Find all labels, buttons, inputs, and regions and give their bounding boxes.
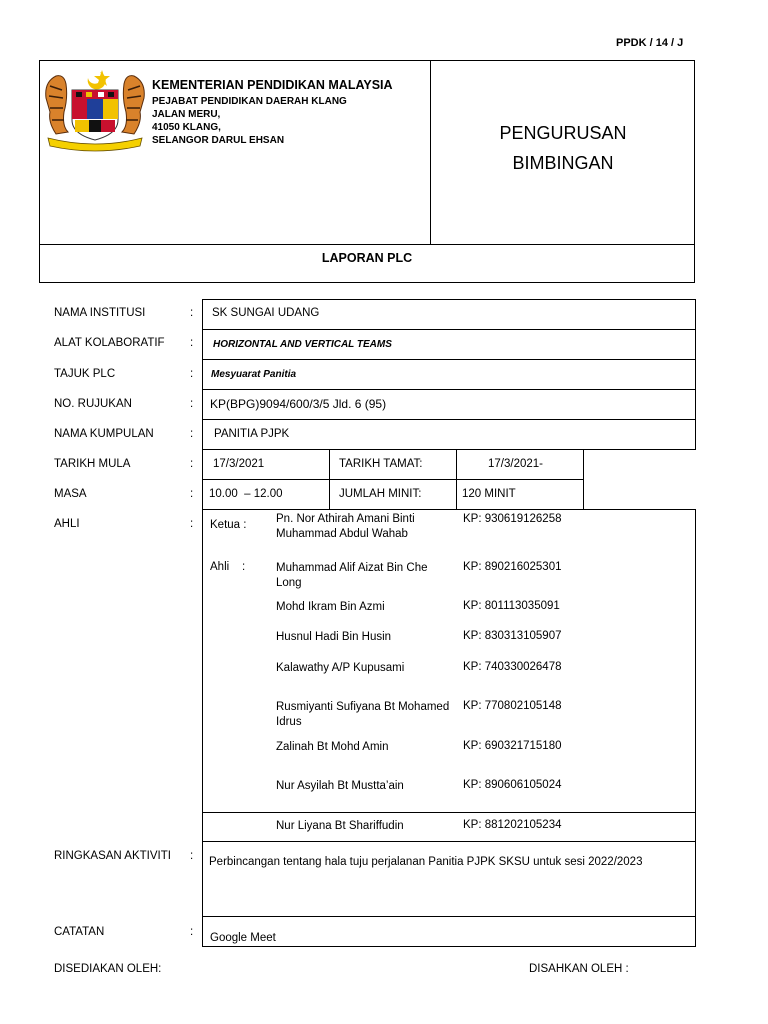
member-kp: KP: 740330026478 — [463, 661, 562, 673]
tajuk-label: TAJUK PLC — [54, 368, 116, 380]
masa-value: 10.00 – 12.00 — [209, 488, 283, 500]
colon: : — [190, 368, 194, 380]
ringkasan-value: Perbincangan tentang hala tuju perjalanan Panitia PJPK SKSU untuk sesi 2022/2023 — [209, 856, 643, 868]
colon: : — [190, 926, 194, 938]
tamat-value: 17/3/2021- — [488, 458, 543, 470]
member-name: Mohd Ikram Bin Azmi — [276, 601, 385, 613]
colon: : — [190, 307, 194, 319]
kumpulan-label: NAMA KUMPULAN — [54, 428, 154, 440]
rujukan-cell — [202, 389, 696, 420]
mula-label: TARIKH MULA — [54, 458, 131, 470]
colon: : — [190, 398, 194, 410]
alat-value: HORIZONTAL AND VERTICAL TEAMS — [213, 339, 392, 350]
member-name: Muhammad Alif Aizat Bin Che Long — [276, 562, 428, 589]
member-name: Nur Liyana Bt Shariffudin — [276, 820, 404, 832]
tamat-label-cell — [329, 449, 457, 480]
address-line-1: PEJABAT PENDIDIKAN DAERAH KLANG — [152, 96, 347, 107]
institusi-cell — [202, 299, 696, 330]
minit-value: 120 MINIT — [462, 488, 516, 500]
tamat-label: TARIKH TAMAT: — [339, 458, 423, 470]
member-name: Rusmiyanti Sufiyana Bt Mohamed Idrus — [276, 701, 450, 728]
header-title — [431, 118, 695, 178]
minit-label-cell — [329, 479, 457, 510]
institusi-value: SK SUNGAI UDANG — [212, 307, 320, 319]
ketua-label: Ketua : — [210, 519, 247, 531]
ahli-label: AHLI — [54, 518, 80, 530]
address-line-4: SELANGOR DARUL EHSAN — [152, 135, 285, 146]
member-kp: KP: 890216025301 — [463, 561, 562, 573]
disahkan-label: DISAHKAN OLEH : — [529, 963, 629, 975]
ahli-members-label: Ahli : — [210, 561, 246, 573]
member-kp: KP: 930619126258 — [463, 513, 562, 525]
minit-label: JUMLAH MINIT: — [339, 488, 422, 500]
disediakan-label: DISEDIAKAN OLEH: — [54, 963, 162, 975]
colon: : — [190, 337, 194, 349]
member-name: Pn. Nor Athirah Amani Binti Muhammad Abdul Wahab — [276, 513, 415, 540]
ministry-name: KEMENTERIAN PENDIDIKAN MALAYSIA — [152, 78, 393, 92]
catatan-label: CATATAN — [54, 926, 105, 938]
mula-cell — [202, 449, 330, 480]
report-title: LAPORAN PLC — [321, 251, 413, 265]
colon: : — [190, 488, 194, 500]
ringkasan-cell — [202, 841, 696, 917]
institusi-label: NAMA INSTITUSI — [54, 307, 146, 319]
ringkasan-label: RINGKASAN AKTIVITI — [54, 850, 171, 862]
colon: : — [190, 850, 194, 862]
address-line-2: JALAN MERU, — [152, 109, 221, 120]
member-name: Zalinah Bt Mohd Amin — [276, 741, 389, 753]
masa-cell — [202, 479, 330, 510]
member-name: Kalawathy A/P Kupusami — [276, 662, 405, 674]
colon: : — [190, 518, 194, 530]
minit-cell — [456, 479, 584, 510]
member-kp: KP: 801113035091 — [463, 600, 560, 612]
coat-of-arms-logo — [42, 68, 148, 152]
alat-cell — [202, 329, 696, 360]
member-kp: KP: 881202105234 — [463, 819, 562, 831]
address-line-3: 41050 KLANG, — [152, 122, 221, 133]
catatan-cell — [202, 916, 696, 947]
colon: : — [190, 428, 194, 440]
masa-label: MASA — [54, 488, 87, 500]
header-title-line-1: PENGURUSAN — [499, 123, 627, 143]
tamat-cell — [456, 449, 584, 480]
tajuk-value: Mesyuarat Panitia — [211, 369, 297, 380]
alat-label: ALAT KOLABORATIF — [54, 337, 165, 349]
tajuk-cell — [202, 359, 696, 390]
document-reference: PPDK / 14 / J — [616, 37, 684, 49]
member-kp: KP: 830313105907 — [463, 630, 562, 642]
member-kp: KP: 690321715180 — [463, 740, 562, 752]
header-title-line-2: BIMBINGAN — [512, 153, 614, 173]
kumpulan-cell — [202, 419, 696, 450]
member-kp: KP: 890606105024 — [463, 779, 562, 791]
rujukan-label: NO. RUJUKAN — [54, 398, 132, 410]
member-name: Nur Asyilah Bt Mustta’ain — [276, 780, 404, 792]
catatan-value: Google Meet — [210, 932, 276, 944]
mula-value: 17/3/2021 — [213, 458, 265, 470]
rujukan-value: KP(BPG)9094/600/3/5 Jld. 6 (95) — [210, 397, 387, 411]
kumpulan-value: PANITIA PJPK — [214, 428, 290, 440]
colon: : — [190, 458, 194, 470]
member-kp: KP: 770802105148 — [463, 700, 562, 712]
member-name: Husnul Hadi Bin Husin — [276, 631, 392, 643]
